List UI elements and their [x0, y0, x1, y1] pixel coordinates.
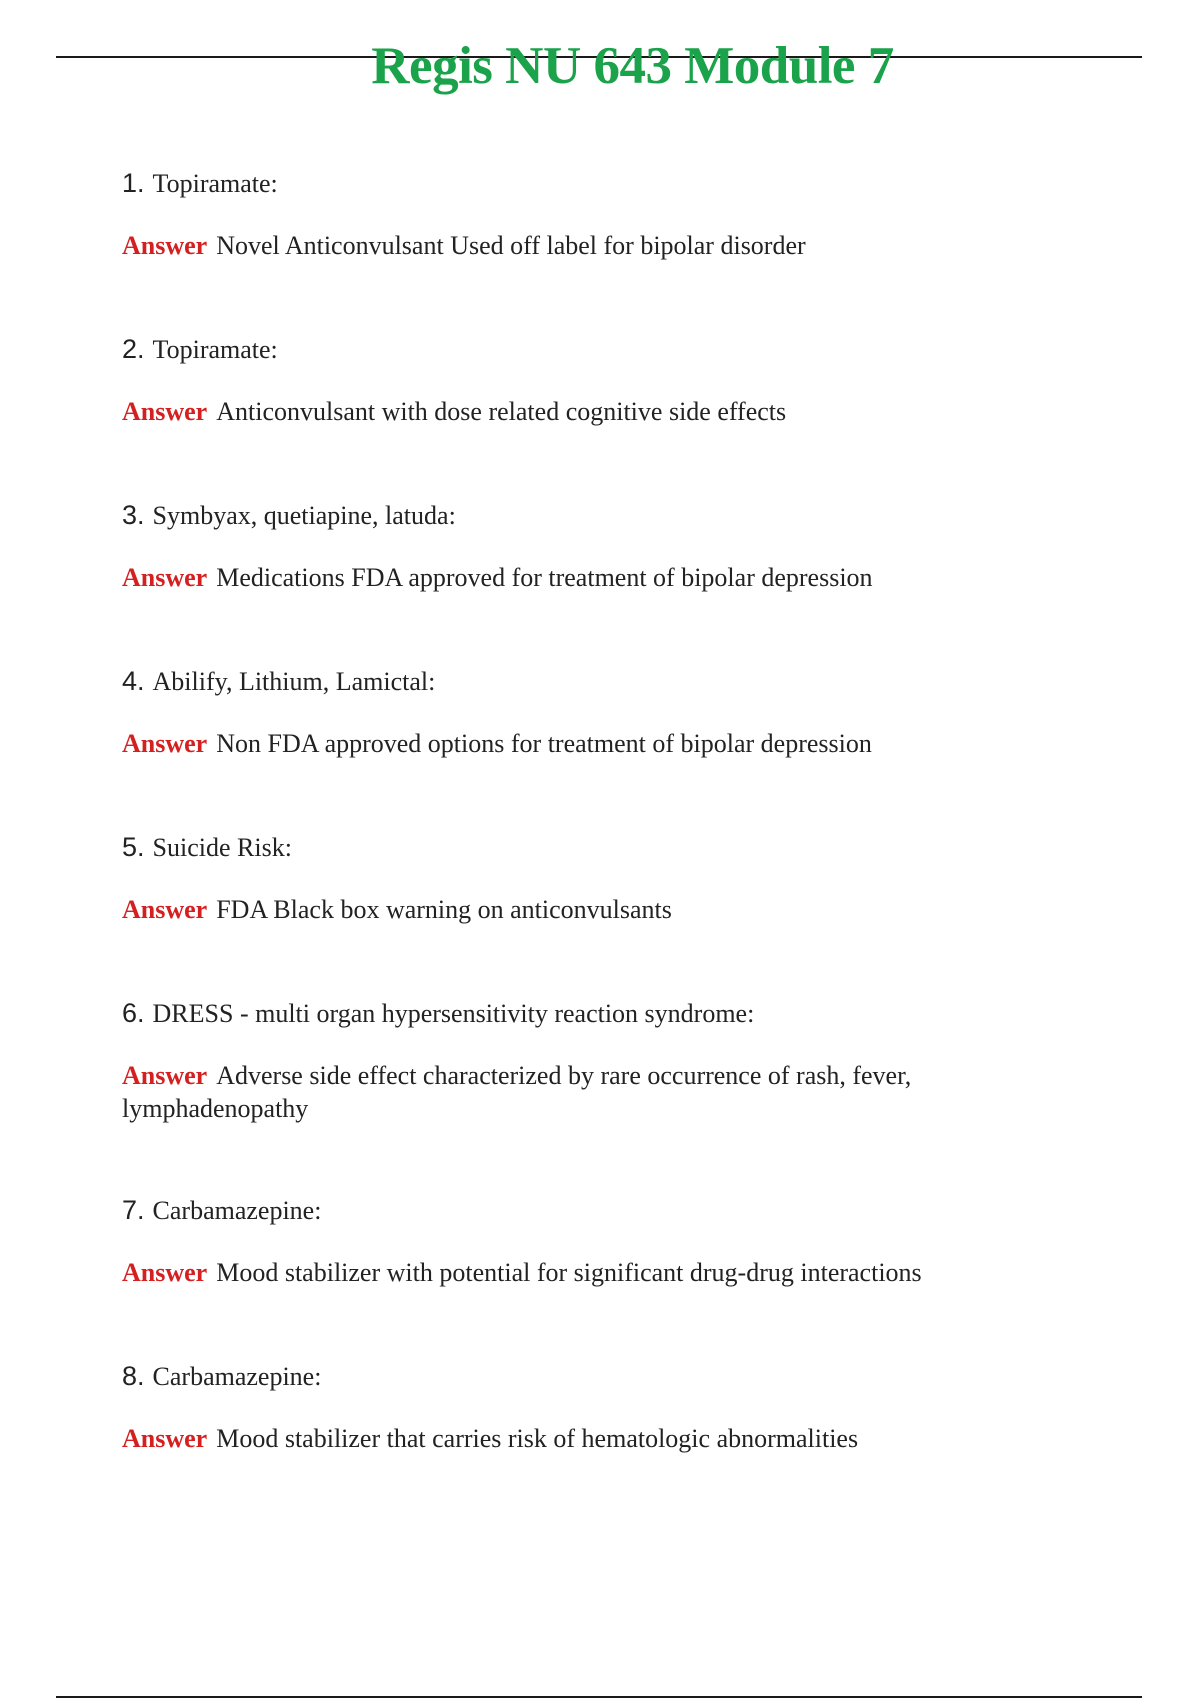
question-text: DRESS - multi organ hypersensitivity reaction syndrome:	[152, 999, 755, 1028]
answer	[122, 395, 1002, 428]
answer-label: Answer	[122, 231, 208, 260]
qa-item-7	[122, 1193, 1022, 1359]
answer	[122, 727, 1002, 760]
question	[122, 332, 278, 367]
question	[122, 1193, 321, 1228]
answer-text: Mood stabilizer that carries risk of hematologic abnormalities	[216, 1424, 859, 1453]
question-text: Topiramate:	[152, 169, 278, 198]
answer-text: Adverse side effect characterized by rare occurrence of rash, fever, lymphadenopathy	[122, 1061, 912, 1123]
answer	[122, 1422, 1002, 1455]
answer	[122, 1256, 1002, 1289]
answer-text: Medications FDA approved for treatment of bipolar depression	[216, 563, 873, 592]
qa-item-6	[122, 996, 1022, 1193]
question-number: 8.	[122, 1361, 145, 1391]
qa-item-3	[122, 498, 1022, 664]
qa-item-5	[122, 830, 1022, 996]
qa-item-2	[122, 332, 1022, 498]
answer-text: Non FDA approved options for treatment of bipolar depression	[216, 729, 872, 758]
question-number: 2.	[122, 334, 145, 364]
answer-label: Answer	[122, 895, 208, 924]
question	[122, 166, 278, 201]
qa-item-4	[122, 664, 1022, 830]
answer-label: Answer	[122, 729, 208, 758]
question	[122, 664, 435, 699]
answer	[122, 893, 1002, 926]
answer-text: Anticonvulsant with dose related cognitive side effects	[216, 397, 787, 426]
question	[122, 996, 754, 1031]
question-number: 7.	[122, 1195, 145, 1225]
question-text: Suicide Risk:	[152, 833, 292, 862]
question-number: 1.	[122, 168, 145, 198]
answer-text: Novel Anticonvulsant Used off label for bipolar disorder	[216, 231, 806, 260]
question	[122, 830, 292, 865]
qa-item-8	[122, 1359, 1022, 1525]
question	[122, 1359, 321, 1394]
answer	[122, 229, 1002, 262]
question-text: Carbamazepine:	[152, 1362, 322, 1391]
question-text: Symbyax, quetiapine, latuda:	[152, 501, 456, 530]
question-list	[122, 166, 1022, 1525]
question-text: Abilify, Lithium, Lamictal:	[152, 667, 436, 696]
question-text: Carbamazepine:	[152, 1196, 322, 1225]
answer	[122, 1059, 1002, 1125]
question-number: 3.	[122, 500, 145, 530]
bottom-rule	[56, 1696, 1142, 1698]
answer-label: Answer	[122, 1061, 208, 1090]
question-number: 6.	[122, 998, 145, 1028]
question	[122, 498, 456, 533]
answer-text: Mood stabilizer with potential for significant drug-drug interactions	[216, 1258, 922, 1287]
answer-label: Answer	[122, 1424, 208, 1453]
answer-label: Answer	[122, 1258, 208, 1287]
answer	[122, 561, 1002, 594]
document-title: Regis NU 643 Module 7	[371, 37, 894, 95]
question-text: Topiramate:	[152, 335, 278, 364]
answer-label: Answer	[122, 563, 208, 592]
qa-item-1	[122, 166, 1022, 332]
question-number: 5.	[122, 832, 145, 862]
answer-text: FDA Black box warning on anticonvulsants	[216, 895, 672, 924]
answer-label: Answer	[122, 397, 208, 426]
question-number: 4.	[122, 666, 145, 696]
